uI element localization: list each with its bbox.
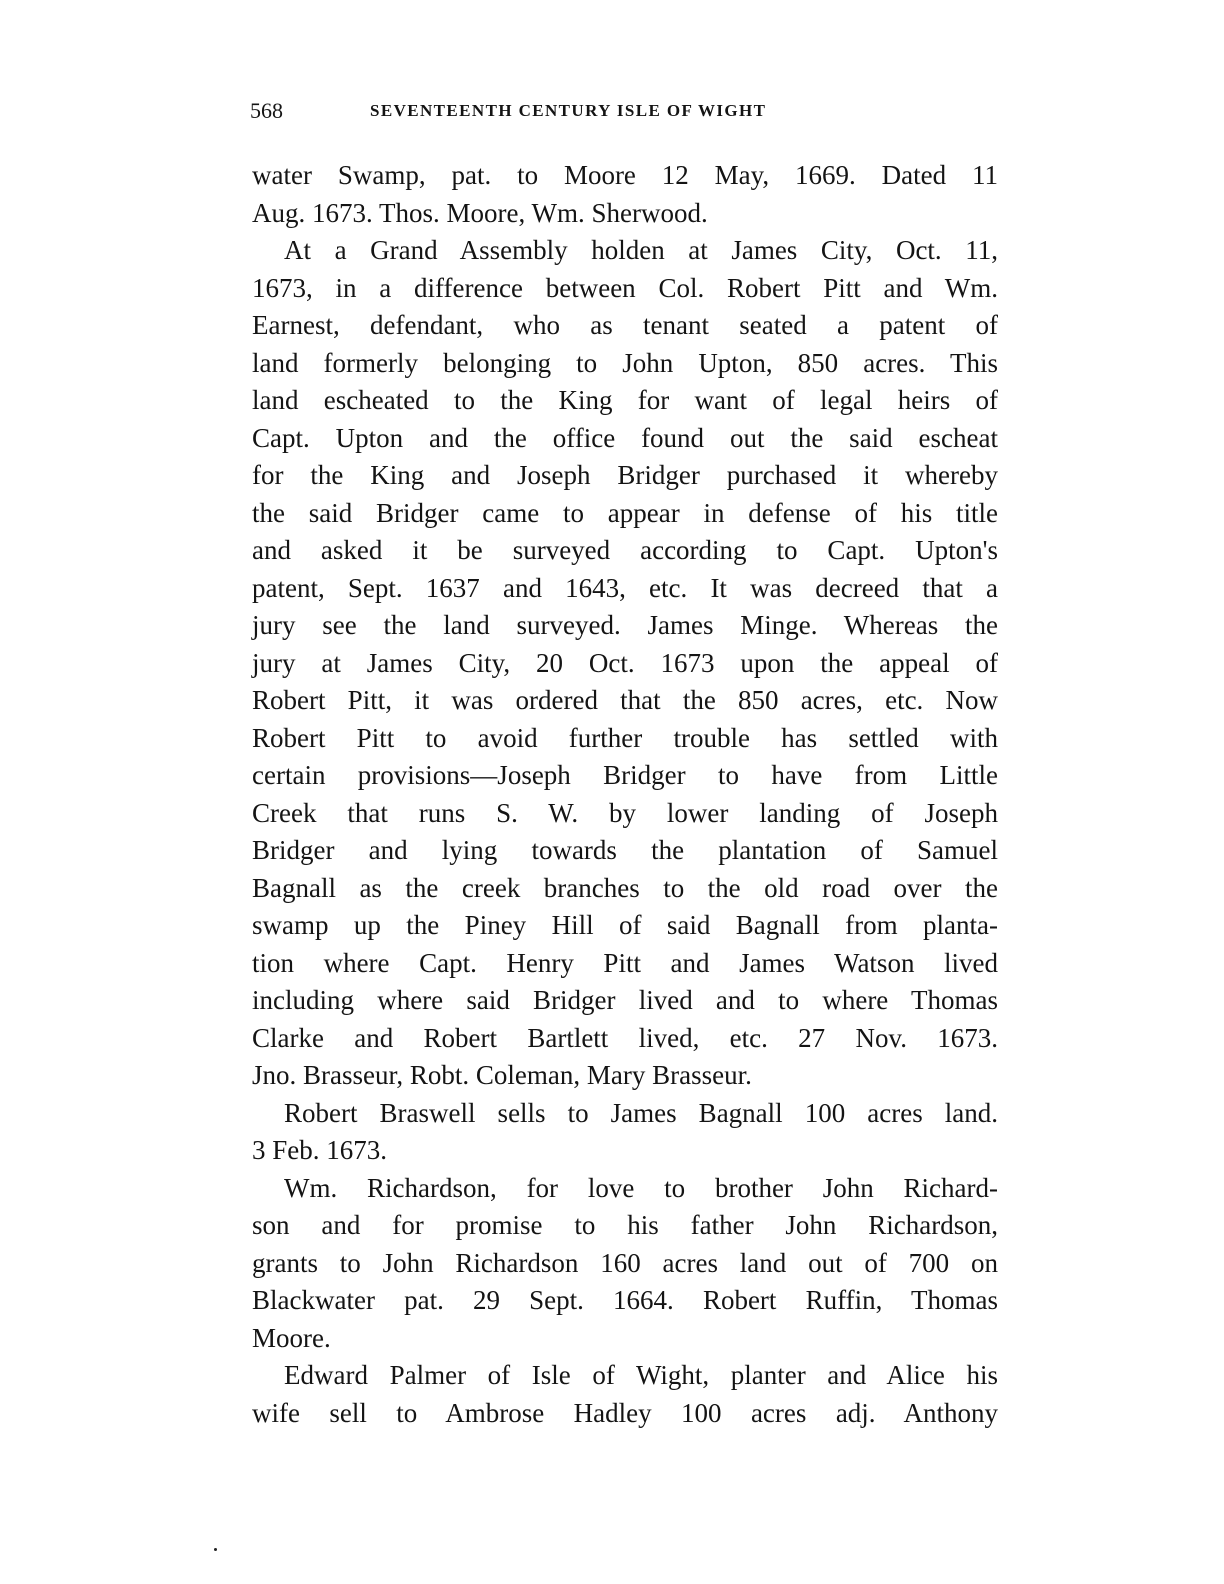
text-line: Creek that runs S. W. by lower landing of Joseph [252,797,998,828]
text-line: tion where Capt. Henry Pitt and James Watson lived [252,947,998,978]
text-line: for the King and Joseph Bridger purchased it whereby [252,460,998,490]
text-line: water Swamp, pat. to Moore 12 May, 1669. Dated 11 [252,160,998,190]
text-line: 3 Feb. 1673. [252,1135,387,1165]
page-number: 568 [250,98,283,123]
text-line: Clarke and Robert Bartlett lived, etc. 27 Nov. 1673. [252,1022,998,1053]
text-line: Robert Pitt, it was ordered that the 850 acres, etc. Now [252,685,998,715]
text-line: 1673, in a difference between Col. Robert Pitt and Wm. [252,272,998,303]
text-line: land escheated to the King for want of legal heirs of [252,385,998,415]
text-line: Bridger and lying towards the plantation of Samuel [252,835,998,865]
text-line: Aug. 1673. Thos. Moore, Wm. Sherwood. [252,197,708,228]
text-line: Robert Pitt to avoid further trouble has settled with [252,722,998,753]
text-line: Capt. Upton and the office found out the said escheat [252,422,998,453]
scan-speck [214,1548,217,1551]
text-line: wife sell to Ambrose Hadley 100 acres adj. Anthony [252,1397,998,1428]
text-line: jury see the land surveyed. James Minge. Whereas the [252,610,998,640]
paragraph [252,232,998,1095]
text-line: grants to John Richardson 160 acres land out of 700 on [252,1247,998,1278]
text-line: Bagnall as the creek branches to the old road over the [252,872,998,903]
text-line: certain provisions—Joseph Bridger to have from Little [252,760,998,790]
text-line: land formerly belonging to John Upton, 850 acres. This [252,347,998,378]
page-header [250,96,990,126]
text-line: patent, Sept. 1637 and 1643, etc. It was decreed that a [252,572,998,603]
text-line: Moore. [252,1322,331,1353]
text-line: and asked it be surveyed according to Capt. Upton's [252,535,998,565]
text-line: Jno. Brasseur, Robt. Coleman, Mary Brasseur. [252,1060,752,1090]
text-line: At a Grand Assembly holden at James City, Oct. 11, [284,235,998,265]
text-line: the said Bridger came to appear in defense of his title [252,497,998,528]
running-title: SEVENTEENTH CENTURY ISLE OF WIGHT [370,101,767,120]
paragraph [252,1095,998,1170]
text-line: Blackwater pat. 29 Sept. 1664. Robert Ruffin, Thomas [252,1285,998,1315]
text-line: Robert Braswell sells to James Bagnall 100 acres land. [284,1097,998,1128]
paragraph [252,1170,998,1358]
body-text [252,157,998,1432]
text-line: jury at James City, 20 Oct. 1673 upon the appeal of [252,647,998,678]
text-line: swamp up the Piney Hill of said Bagnall from planta- [252,910,998,940]
paragraph [252,157,998,232]
paragraph [252,1357,998,1432]
text-line: Edward Palmer of Isle of Wight, planter and Alice his [284,1360,998,1390]
text-line: son and for promise to his father John Richardson, [252,1210,998,1240]
text-line: Earnest, defendant, who as tenant seated a patent of [252,310,998,340]
text-line: including where said Bridger lived and to where Thomas [252,985,998,1015]
text-line: Wm. Richardson, for love to brother John Richard- [284,1172,998,1203]
